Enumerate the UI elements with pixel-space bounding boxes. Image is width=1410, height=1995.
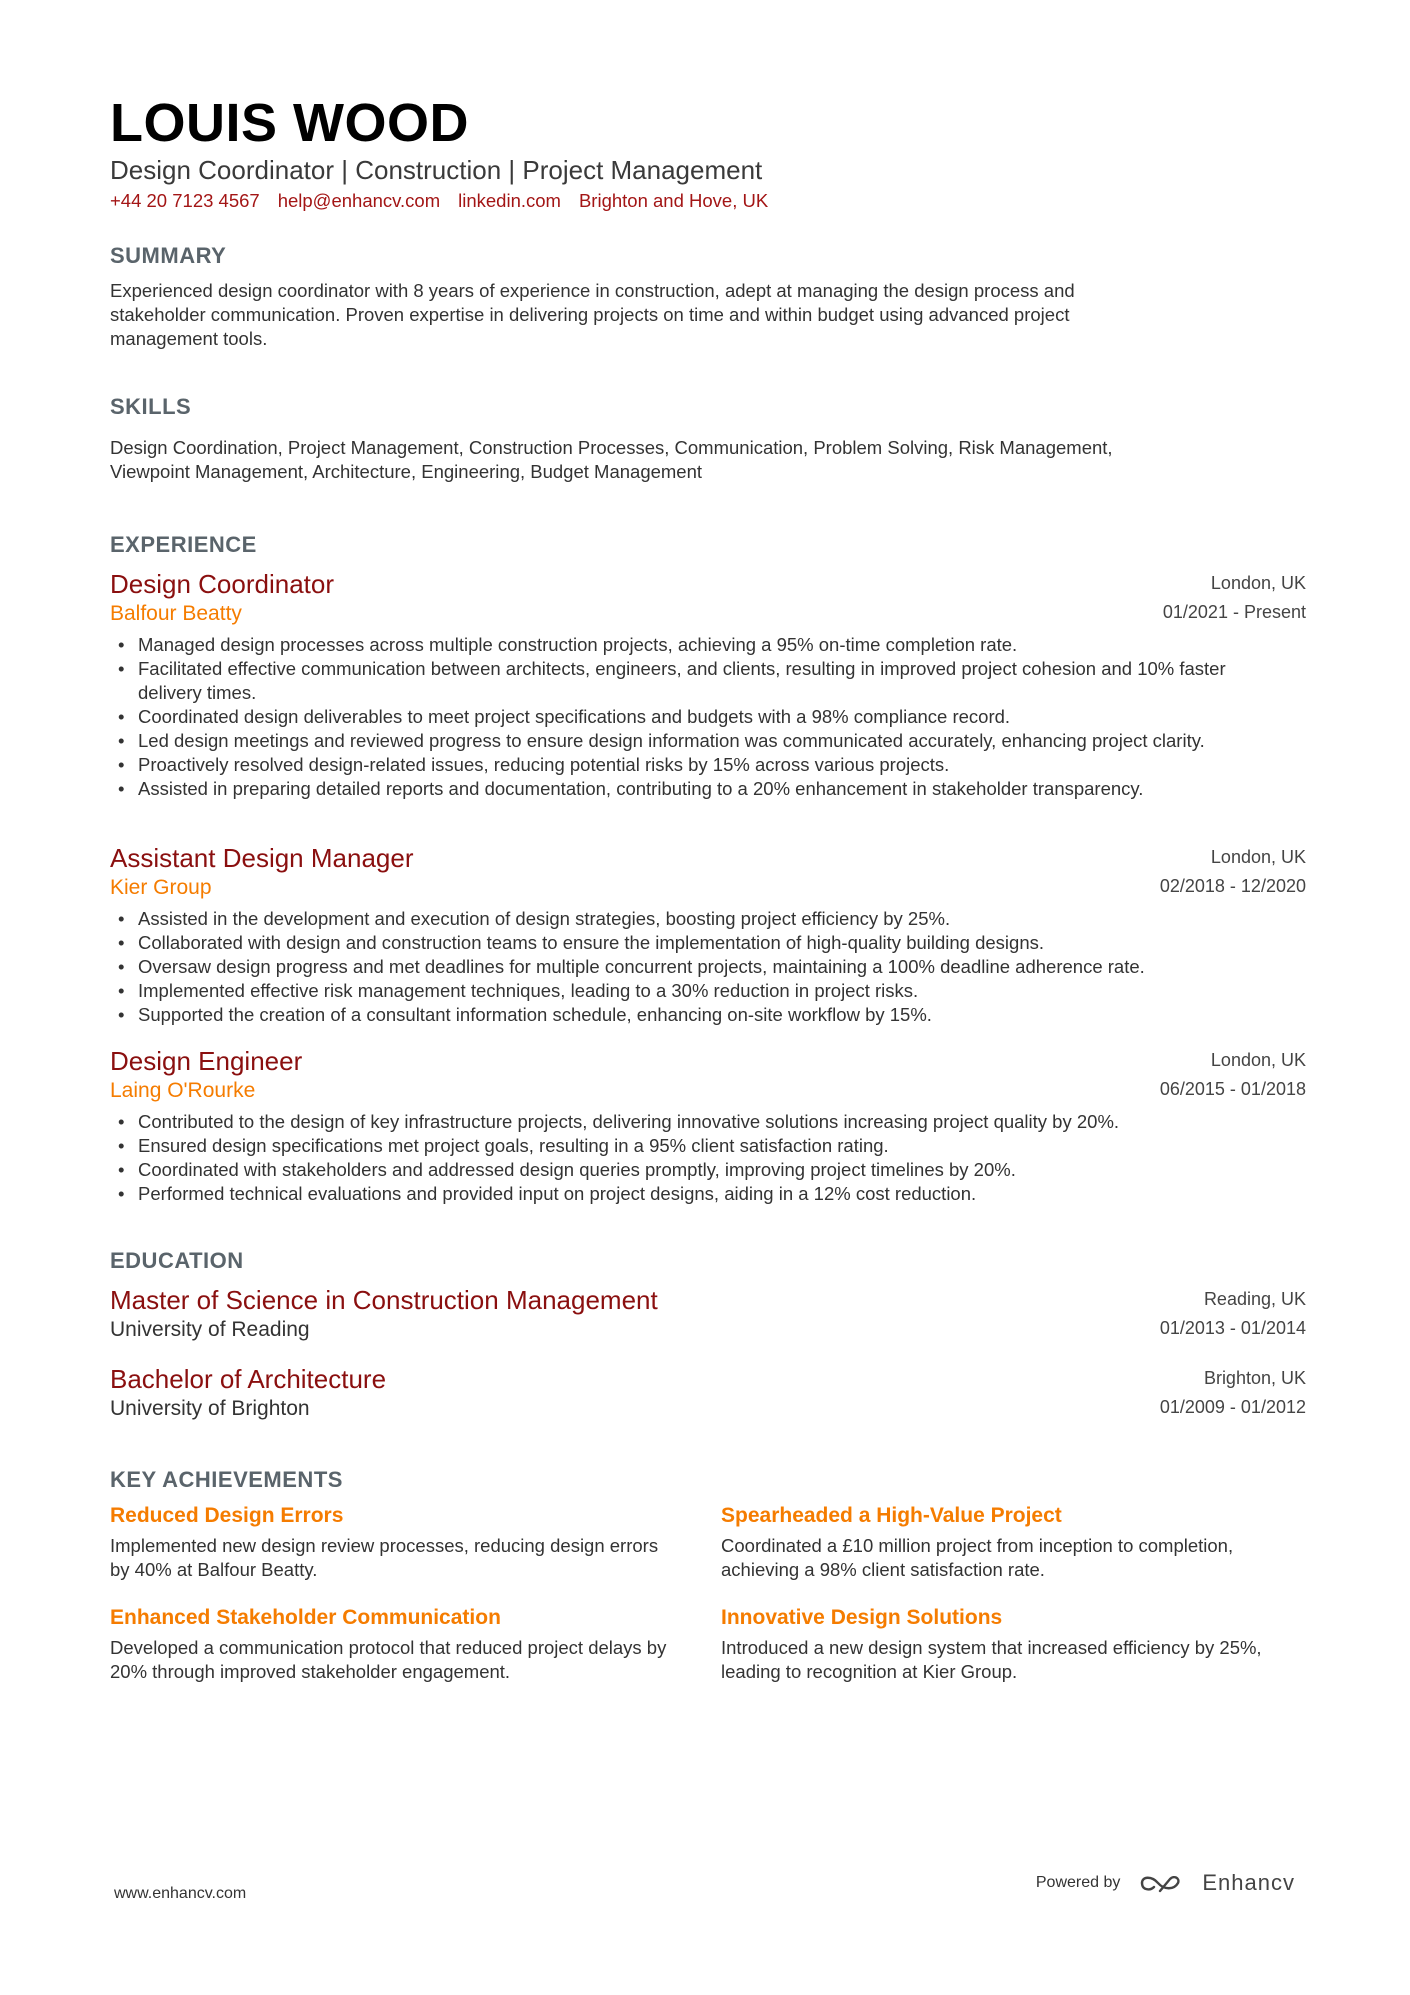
education-location: Brighton, UK (1203, 1368, 1306, 1388)
job-bullet: • Assisted in preparing detailed reports and documentation, contributing to a 20% enhancement in stakeholder transparency. (138, 777, 1306, 801)
job-bullets (110, 633, 1306, 801)
achievement-item (721, 1502, 1281, 1582)
job-bullets (110, 1110, 1306, 1206)
job-dates: 02/2018 - 12/2020 (1159, 876, 1306, 896)
job-company: Kier Group (110, 876, 212, 899)
education-heading: EDUCATION (110, 1248, 244, 1273)
achievement-title: Enhanced Stakeholder Communication (110, 1606, 501, 1629)
job-bullet: • Oversaw design progress and met deadlines for multiple concurrent projects, maintaining a 100% deadline adherence rate. (138, 955, 1306, 979)
achievement-desc: Implemented new design review processes, reducing design errors by 40% at Balfour Beatty. (110, 1535, 659, 1580)
job-meta (1163, 569, 1306, 627)
job-dates: 01/2021 - Present (1162, 602, 1306, 622)
education-entry (110, 1364, 1306, 1422)
job-bullet: • Assisted in the development and execution of design strategies, boosting project efficiency by 25%. (138, 907, 1306, 931)
job-location: London, UK (1210, 1050, 1306, 1070)
achievement-desc: Coordinated a £10 million project from inception to completion, achieving a 98% client satisfaction rate. (721, 1535, 1234, 1580)
contact-phone[interactable]: +44 20 7123 4567 (110, 190, 260, 211)
headline: Design Coordinator | Construction | Project Management (110, 155, 763, 185)
enhancv-brand-text[interactable]: Enhancv (1202, 1870, 1295, 1895)
candidate-name: LOUIS WOOD (110, 93, 469, 153)
experience-entry (110, 1046, 1306, 1206)
job-bullet: • Coordinated design deliverables to meet project specifications and budgets with a 98% compliance record. (138, 705, 1306, 729)
achievement-desc: Introduced a new design system that increased efficiency by 25%, leading to recognition at Kier Group. (721, 1637, 1262, 1682)
achievement-title: Spearheaded a High-Value Project (721, 1504, 1062, 1527)
job-bullets (110, 907, 1306, 1027)
powered-by-label: Powered by (1035, 1874, 1121, 1891)
experience-entry (110, 569, 1306, 801)
job-bullet: • Contributed to the design of key infrastructure projects, delivering innovative solutions increasing project quality by 20%. (138, 1110, 1306, 1134)
achievement-item (721, 1604, 1281, 1684)
contact-location: Brighton and Hove, UK (578, 190, 769, 211)
summary-line: management tools. (110, 328, 268, 349)
skills-line: Viewpoint Management, Architecture, Engineering, Budget Management (110, 461, 703, 482)
achievement-item (110, 1604, 670, 1684)
achievements-heading: KEY ACHIEVEMENTS (110, 1467, 343, 1492)
achievement-title: Reduced Design Errors (110, 1504, 344, 1527)
job-title: Design Coordinator (110, 569, 335, 599)
job-bullet: • Collaborated with design and construction teams to ensure the implementation of high-quality building designs. (138, 931, 1306, 955)
education-dates: 01/2013 - 01/2014 (1159, 1318, 1306, 1338)
summary-line: Experienced design coordinator with 8 years of experience in construction, adept at managing the design process and (110, 280, 1075, 301)
education-entry (110, 1285, 1306, 1343)
contact-email[interactable]: help@enhancv.com (277, 190, 441, 211)
skills-heading: SKILLS (110, 394, 192, 419)
degree-title: Bachelor of Architecture (110, 1364, 387, 1394)
skills-line: Design Coordination, Project Management, Construction Processes, Communication, Problem Solving, Risk Management, (110, 437, 1113, 458)
summary-text (110, 279, 1230, 351)
enhancv-logo-icon (1138, 1871, 1184, 1895)
experience-entry (110, 843, 1306, 1027)
education-location: Reading, UK (1203, 1289, 1306, 1309)
footer-brand (1036, 1870, 1295, 1896)
job-bullet: • Ensured design specifications met project goals, resulting in a 95% client satisfaction rating. (138, 1134, 1306, 1158)
job-meta (1160, 843, 1306, 901)
job-bullet: • Performed technical evaluations and provided input on project designs, aiding in a 12% cost reduction. (138, 1182, 1306, 1206)
job-meta (1160, 1046, 1306, 1104)
education-dates: 01/2009 - 01/2012 (1159, 1397, 1306, 1417)
experience-heading: EXPERIENCE (110, 532, 257, 557)
job-bullet: • Coordinated with stakeholders and addressed design queries promptly, improving project timelines by 20%. (138, 1158, 1306, 1182)
job-bullet: • Managed design processes across multiple construction projects, achieving a 95% on-time completion rate. (138, 633, 1306, 657)
footer-website[interactable]: www.enhancv.com (114, 1885, 247, 1902)
achievement-desc: Developed a communication protocol that reduced project delays by 20% through improved stakeholder engagement. (110, 1637, 667, 1682)
contact-bar (110, 190, 768, 212)
skills-text (110, 436, 1306, 484)
job-title: Design Engineer (110, 1046, 303, 1076)
job-bullet: • Implemented effective risk management techniques, leading to a 30% reduction in project risks. (138, 979, 1306, 1003)
job-bullet: • Facilitated effective communication between architects, engineers, and clients, resulting in improved project cohesion and 10% faster delivery times. (138, 657, 1306, 705)
school-name: University of Reading (110, 1318, 310, 1341)
job-bullet: • Led design meetings and reviewed progress to ensure design information was communicated accurately, enhancing project clarity. (138, 729, 1306, 753)
summary-heading: SUMMARY (110, 243, 227, 268)
job-bullet: • Supported the creation of a consultant information schedule, enhancing on-site workflow by 15%. (138, 1003, 1306, 1027)
job-dates: 06/2015 - 01/2018 (1159, 1079, 1306, 1099)
contact-linkedin[interactable]: linkedin.com (458, 190, 561, 211)
summary-line: stakeholder communication. Proven expertise in delivering projects on time and within budget using advanced project (110, 304, 1070, 325)
school-name: University of Brighton (110, 1397, 310, 1420)
achievement-title: Innovative Design Solutions (721, 1606, 1003, 1629)
job-title: Assistant Design Manager (110, 843, 414, 873)
job-bullet: • Proactively resolved design-related issues, reducing potential risks by 15% across various projects. (138, 753, 1306, 777)
job-location: London, UK (1210, 573, 1306, 593)
job-company: Laing O'Rourke (110, 1079, 256, 1102)
education-meta (1160, 1364, 1306, 1422)
education-meta (1160, 1285, 1306, 1343)
achievement-item (110, 1502, 670, 1582)
degree-title: Master of Science in Construction Management (110, 1285, 658, 1315)
job-company: Balfour Beatty (110, 602, 242, 625)
job-location: London, UK (1210, 847, 1306, 867)
